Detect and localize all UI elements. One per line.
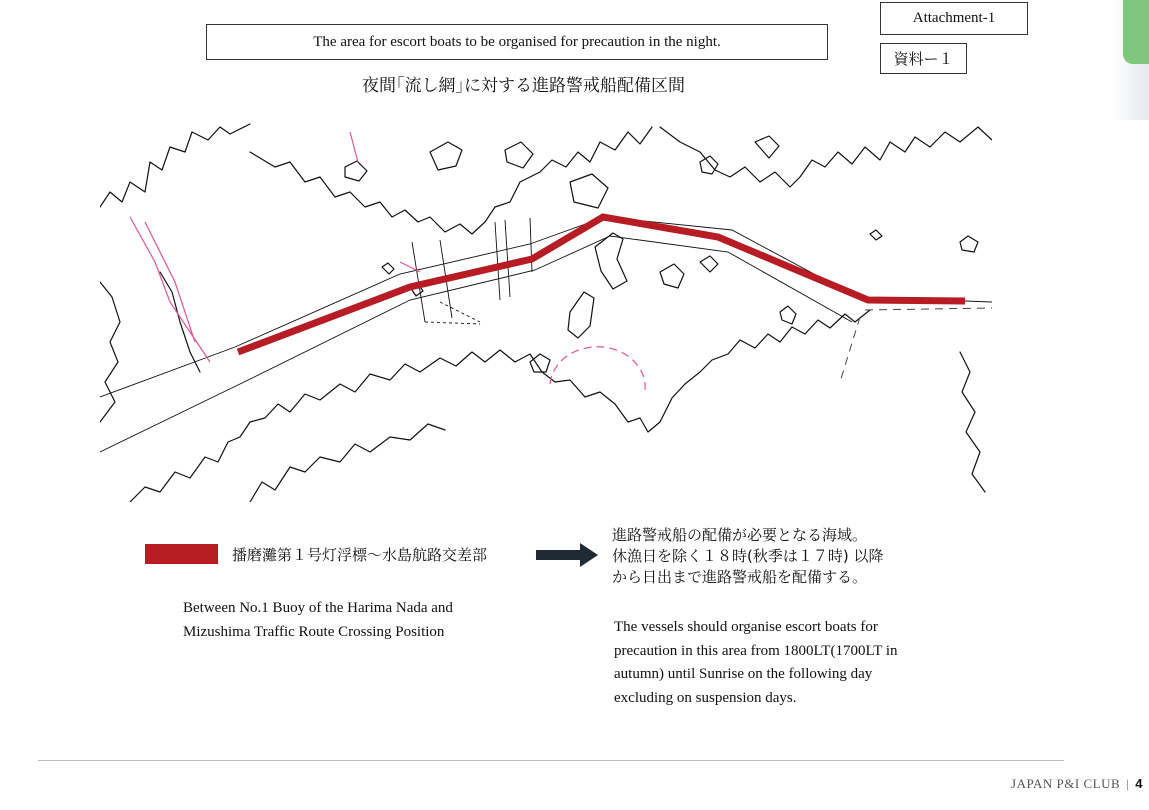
coastline-east xyxy=(960,352,985,492)
attachment-label: Attachment-1 xyxy=(912,10,996,26)
route-en-line: Mizushima Traffic Route Crossing Position xyxy=(183,624,445,640)
traffic-lane-upper xyxy=(100,217,992,397)
coastline-south xyxy=(130,310,870,502)
island xyxy=(755,136,779,158)
shiryo-label: 資料ー１ xyxy=(893,50,954,68)
area-en-line: precaution in this area from 1800LT(1700LT in xyxy=(614,642,898,659)
side-panel-tab[interactable] xyxy=(1123,0,1149,64)
attachment-box xyxy=(880,2,1028,35)
area-en-line: excluding on suspension days. xyxy=(614,689,797,706)
legend-route-en xyxy=(183,596,453,644)
area-en-line: The vessels should organise escort boats for xyxy=(614,619,878,635)
right-arrow-icon xyxy=(536,543,598,567)
island xyxy=(960,236,978,252)
coastline-south-inner xyxy=(250,424,445,502)
island xyxy=(700,156,718,174)
island xyxy=(345,161,367,181)
island xyxy=(700,256,718,272)
footer-divider xyxy=(38,760,1064,761)
legend-area-en xyxy=(614,616,1014,710)
island xyxy=(430,142,462,170)
island xyxy=(660,264,684,288)
title-box xyxy=(206,24,828,60)
boundary-pink-circle xyxy=(550,347,645,390)
footer-club: JAPAN P&I CLUB xyxy=(1011,776,1121,791)
japanese-title: 夜間｢流し網｣に対する進路警戒船配備区間 xyxy=(362,76,685,96)
island xyxy=(570,174,608,208)
route-crossing-diagonal xyxy=(425,302,480,324)
legend-area-jp xyxy=(612,525,1032,588)
legend-route-swatch xyxy=(145,544,218,564)
island xyxy=(568,292,594,338)
area-jp-line: 休漁日を除く１８時(秋季は１７時) 以降 xyxy=(612,547,884,565)
page-number: 4 xyxy=(1135,776,1143,791)
island xyxy=(780,306,796,324)
island xyxy=(870,230,882,240)
legend-route-jp: 播磨灘第１号灯浮標～水島航路交差部 xyxy=(232,546,488,564)
island xyxy=(382,263,394,274)
area-jp-line: から日出まで進路警戒船を配備する。 xyxy=(612,568,868,586)
area-jp-line: 進路警戒船の配備が必要となる海域。 xyxy=(612,526,868,544)
area-en-line: autumn) until Sunrise on the following day xyxy=(614,666,873,682)
route-en-line: Between No.1 Buoy of the Harima Nada and xyxy=(183,600,453,616)
route-map xyxy=(100,122,992,502)
coastline-west xyxy=(100,272,200,422)
island xyxy=(595,233,627,289)
shiryo-box xyxy=(880,43,967,74)
title-en: The area for escort boats to be organised for precaution in the night. xyxy=(313,33,721,50)
footer-separator: | xyxy=(1126,776,1130,791)
coastline-north xyxy=(100,124,992,234)
footer xyxy=(1011,776,1143,792)
island xyxy=(505,142,533,168)
